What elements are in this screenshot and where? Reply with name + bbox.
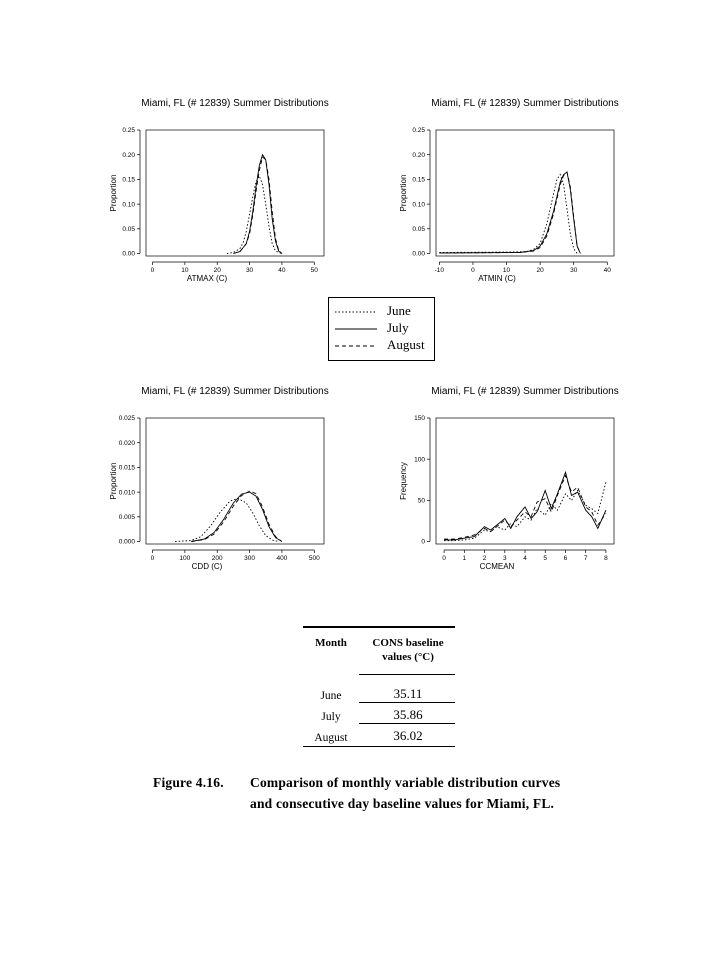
series-line-july [444,472,606,540]
plot-frame [146,130,324,256]
y-tick-label: 50 [417,497,425,505]
y-tick-label: 0.020 [118,439,135,447]
y-tick-label: 0.10 [122,201,135,209]
table-top-rule [303,626,455,628]
y-axis-label: Proportion [109,174,118,212]
x-tick-label: 40 [603,267,611,274]
table-bottom-rule [303,746,455,747]
chart-atmin [390,92,650,302]
chart-title: Miami, FL (# 12839) Summer Distributions [141,98,329,109]
series-line-june [444,482,606,541]
y-tick-label: 0.015 [118,464,135,472]
x-tick-label: 8 [604,555,608,562]
x-tick-label: 0 [150,267,155,274]
x-tick-label: 20 [536,267,544,274]
y-tick-label: 0.15 [122,176,135,184]
chart-title: Miami, FL (# 12839) Summer Distributions [431,98,619,109]
x-tick-label: 4 [523,555,527,562]
y-tick-label: 100 [414,456,425,464]
y-tick-label: 0.20 [122,151,135,159]
legend-swatch-august [335,337,377,353]
y-tick-label: 0.25 [412,127,425,135]
chart-atmax [100,92,360,302]
x-tick-label: 2 [482,555,487,562]
chart-title: Miami, FL (# 12839) Summer Distributions [141,386,329,397]
legend [328,297,435,361]
caption-line-2: and consecutive day baseline values for Miami, FL. [250,796,555,811]
y-tick-label: 0.15 [412,176,425,184]
legend-label-july: July [387,320,409,335]
table-row-rule [359,723,455,724]
x-axis-label: ATMAX (C) [186,274,228,283]
x-tick-label: 1 [462,555,467,562]
table-header-month: Month [315,637,347,649]
x-axis-label: ATMIN (C) [478,274,516,283]
table-cell-value: 35.86 [393,707,423,722]
x-tick-label: 30 [245,267,254,274]
y-tick-label: 0.10 [412,201,425,209]
y-tick-label: 0.05 [412,226,425,234]
plot-frame [436,418,614,544]
chart-ccmean [390,380,650,590]
chart-svg [390,92,650,302]
caption-line-1: Comparison of monthly variable distribution curves [250,775,561,790]
chart-svg [390,380,650,590]
table-cell-month: June [320,690,342,702]
series-line-june [175,499,279,542]
x-tick-label: 20 [213,267,221,274]
x-axis-label: CDD (C) [191,562,223,571]
x-tick-label: 5 [543,555,548,562]
table-cell-month: July [321,711,341,723]
legend-item-june [329,303,436,319]
y-tick-label: 0.005 [118,514,135,522]
series-line-june [227,176,282,254]
y-tick-label: 0.00 [412,250,425,258]
y-tick-label: 0.00 [122,250,135,258]
series-line-july [191,492,282,541]
legend-label-august: August [387,337,425,352]
baseline-table [303,626,455,748]
x-tick-label: 10 [502,267,511,274]
chart-svg [100,380,360,590]
y-tick-label: 0.025 [118,415,135,423]
y-tick-label: 150 [414,415,425,423]
series-line-july [439,172,580,254]
legend-item-july [329,320,436,336]
legend-item-august [329,337,436,353]
x-tick-label: 100 [179,555,191,562]
y-tick-label: 0.25 [122,127,135,135]
chart-cdd [100,380,360,590]
x-tick-label: 0 [442,555,446,562]
x-axis-label: CCMEAN [479,562,515,571]
series-line-july [233,155,282,254]
x-tick-label: 10 [181,267,189,274]
series-line-august [191,491,282,541]
table-cell-value: 36.02 [393,728,423,743]
chart-title: Miami, FL (# 12839) Summer Distributions [431,386,619,397]
y-tick-label: 0 [421,538,425,546]
chart-svg [100,92,360,302]
y-tick-label: 0.20 [412,151,425,159]
x-tick-label: 0 [471,267,475,274]
x-tick-label: -10 [434,267,445,274]
y-tick-label: 0.05 [122,226,135,234]
legend-label-june: June [387,303,411,318]
table-cell-value: 35.11 [393,686,423,701]
series-line-august [233,157,282,253]
y-tick-label: 0.000 [118,538,135,546]
x-tick-label: 300 [244,555,255,562]
plot-frame [436,130,614,256]
x-tick-label: 0 [150,555,155,562]
y-axis-label: Proportion [399,174,408,212]
y-axis-label: Proportion [109,462,118,500]
table-header-value: CONS baseline values (°C) [372,637,444,663]
y-tick-label: 0.010 [118,489,135,497]
x-tick-label: 40 [278,267,286,274]
table-header-rule [359,674,455,675]
table-row-rule [359,702,455,703]
x-tick-label: 30 [570,267,578,274]
table-cell-month: August [314,732,348,744]
plot-frame [146,418,324,544]
figure-label: Figure 4.16. [153,775,224,790]
legend-swatch-july [335,320,377,336]
legend-swatch-june [335,303,377,319]
x-tick-label: 500 [308,555,320,562]
y-axis-label: Frequency [399,462,408,500]
x-tick-label: 50 [310,267,318,274]
x-tick-label: 6 [563,555,568,562]
series-line-august [439,172,580,254]
x-tick-label: 7 [583,555,588,562]
series-line-june [439,175,577,254]
x-tick-label: 400 [276,555,288,562]
x-tick-label: 3 [502,555,507,562]
x-tick-label: 200 [211,555,223,562]
